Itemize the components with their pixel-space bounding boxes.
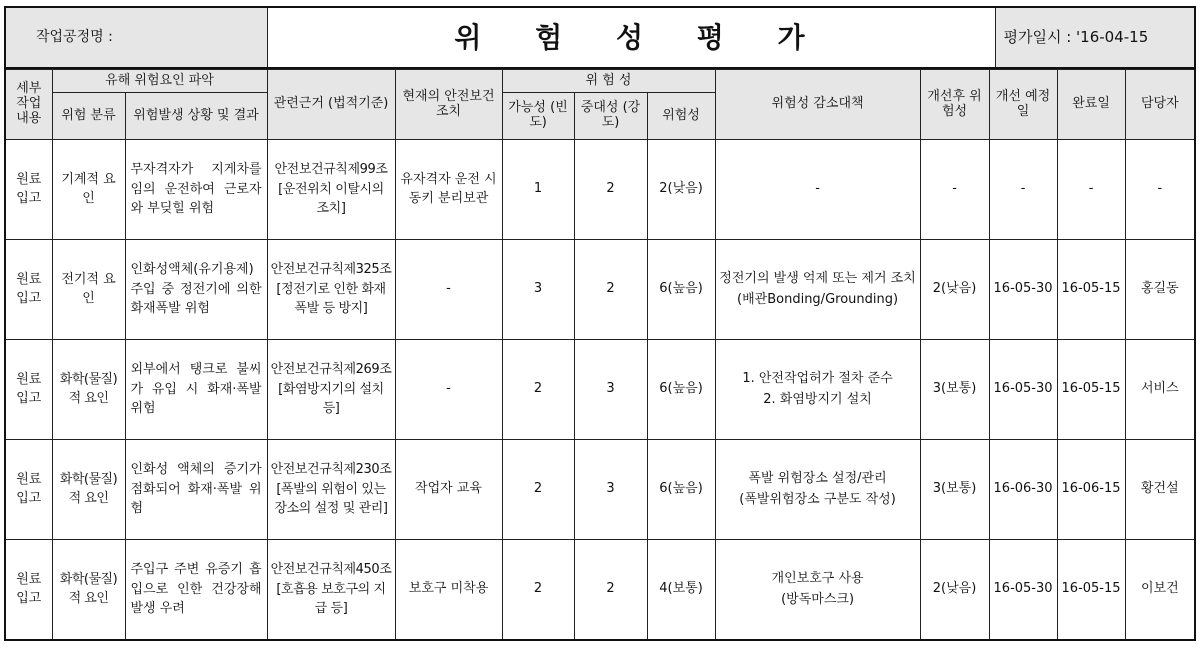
cell-after-risk: 2(낮음) bbox=[920, 240, 989, 340]
col-severity: 중대성 (강도) bbox=[574, 93, 647, 140]
cell-class: 화학(물질)적 요인 bbox=[52, 440, 125, 540]
col-hazard-group: 유해 위험요인 파악 bbox=[52, 70, 267, 93]
cell-reduction bbox=[715, 340, 920, 440]
cell-current: 유자격자 운전 시동키 분리보관 bbox=[395, 140, 502, 240]
basis-rule: 안전보건규칙제450조 bbox=[270, 562, 392, 578]
col-basis: 관련근거 (법적기준) bbox=[267, 70, 395, 140]
cell-manager: 황건설 bbox=[1125, 440, 1195, 540]
cell-completed: 16-05-15 bbox=[1057, 240, 1125, 340]
reduction-line-1: - bbox=[815, 181, 820, 197]
cell-likelihood: 2 bbox=[502, 340, 574, 440]
basis-title: [운전위치 이탈시의 조치] bbox=[278, 181, 384, 217]
cell-basis bbox=[267, 240, 395, 340]
basis-title: [폭발의 위험이 있는 장소의 설정 및 관리] bbox=[274, 481, 388, 517]
reduction-line-2: (배관Bonding/Grounding) bbox=[737, 291, 899, 307]
cell-risk: 2(낮음) bbox=[647, 140, 715, 240]
cell-severity: 2 bbox=[574, 540, 647, 641]
risk-table bbox=[4, 69, 1196, 641]
cell-situation: 인화성액체(유기용제) 주입 중 정전기에 의한 화재폭발 위험 bbox=[125, 240, 267, 340]
cell-severity: 2 bbox=[574, 240, 647, 340]
basis-rule: 안전보건규칙제269조 bbox=[270, 362, 392, 378]
col-planned-date: 개선 예정일 bbox=[989, 70, 1057, 140]
table-row bbox=[5, 440, 1195, 540]
cell-reduction bbox=[715, 540, 920, 641]
cell-class: 전기적 요인 bbox=[52, 240, 125, 340]
cell-risk: 4(보통) bbox=[647, 540, 715, 641]
cell-situation: 인화성 액체의 증기가 점화되어 화재·폭발 위험 bbox=[125, 440, 267, 540]
cell-reduction bbox=[715, 240, 920, 340]
table-row bbox=[5, 140, 1195, 240]
cell-after-risk: 2(낮음) bbox=[920, 540, 989, 641]
cell-situation: 주입구 주변 유증기 흡입으로 인한 건강장해 발생 우려 bbox=[125, 540, 267, 641]
cell-planned: 16-06-30 bbox=[989, 440, 1057, 540]
basis-rule: 안전보건규칙제99조 bbox=[274, 162, 388, 178]
basis-title: [호흡용 보호구의 지급 등] bbox=[276, 581, 386, 617]
cell-current: - bbox=[395, 340, 502, 440]
cell-likelihood: 2 bbox=[502, 440, 574, 540]
basis-title: [정전기로 인한 화재 폭발 등 방지] bbox=[276, 281, 386, 317]
col-risk: 위험성 bbox=[647, 93, 715, 140]
basis-title: [화염방지기의 설치 등] bbox=[278, 381, 384, 417]
col-detail-work: 세부 작업 내용 bbox=[5, 70, 52, 140]
cell-basis bbox=[267, 140, 395, 240]
cell-class: 화학(물질)적 요인 bbox=[52, 340, 125, 440]
assessment-date: 평가일시 : '16-04-15 bbox=[995, 7, 1195, 68]
cell-current: - bbox=[395, 240, 502, 340]
col-risk-group: 위 험 성 bbox=[502, 70, 715, 93]
cell-risk: 6(높음) bbox=[647, 440, 715, 540]
col-completed-date: 완료일 bbox=[1057, 70, 1125, 140]
col-current-measures: 현재의 안전보건조치 bbox=[395, 70, 502, 140]
cell-basis bbox=[267, 440, 395, 540]
cell-current: 보호구 미착용 bbox=[395, 540, 502, 641]
cell-completed: - bbox=[1057, 140, 1125, 240]
cell-manager: 서비스 bbox=[1125, 340, 1195, 440]
cell-situation: 외부에서 탱크로 불씨가 유입 시 화재·폭발 위험 bbox=[125, 340, 267, 440]
cell-after-risk: 3(보통) bbox=[920, 440, 989, 540]
cell-risk: 6(높음) bbox=[647, 240, 715, 340]
cell-work: 원료 입고 bbox=[5, 340, 52, 440]
cell-class: 기계적 요인 bbox=[52, 140, 125, 240]
cell-severity: 3 bbox=[574, 340, 647, 440]
cell-situation: 무자격자가 지게차를 임의 운전하여 근로자와 부딪힐 위험 bbox=[125, 140, 267, 240]
cell-reduction bbox=[715, 440, 920, 540]
table-row bbox=[5, 540, 1195, 641]
reduction-line-1: 정전기의 발생 억제 또는 제거 조치 bbox=[719, 270, 916, 286]
cell-basis bbox=[267, 540, 395, 641]
reduction-line-1: 1. 안전작업허가 절차 준수 bbox=[742, 370, 893, 386]
col-hazard-class: 위험 분류 bbox=[52, 93, 125, 140]
cell-severity: 3 bbox=[574, 440, 647, 540]
cell-manager: 홍길동 bbox=[1125, 240, 1195, 340]
risk-assessment-sheet bbox=[4, 6, 1194, 644]
page-title: 위 험 성 평 가 bbox=[267, 7, 995, 68]
cell-manager: - bbox=[1125, 140, 1195, 240]
cell-planned: 16-05-30 bbox=[989, 540, 1057, 641]
cell-reduction bbox=[715, 140, 920, 240]
reduction-line-2: (폭발위험장소 구분도 작성) bbox=[739, 491, 896, 507]
cell-work: 원료 입고 bbox=[5, 140, 52, 240]
cell-class: 화학(물질)적 요인 bbox=[52, 540, 125, 641]
cell-after-risk: 3(보통) bbox=[920, 340, 989, 440]
cell-work: 원료 입고 bbox=[5, 440, 52, 540]
cell-risk: 6(높음) bbox=[647, 340, 715, 440]
table-row bbox=[5, 340, 1195, 440]
cell-basis bbox=[267, 340, 395, 440]
header-table bbox=[4, 6, 1196, 69]
reduction-line-2: 2. 화염방지기 설치 bbox=[763, 391, 872, 407]
col-manager: 담당자 bbox=[1125, 70, 1195, 140]
header-row-1 bbox=[5, 70, 1195, 93]
cell-likelihood: 3 bbox=[502, 240, 574, 340]
reduction-line-1: 폭발 위험장소 설정/관리 bbox=[748, 470, 887, 486]
cell-after-risk: - bbox=[920, 140, 989, 240]
cell-work: 원료 입고 bbox=[5, 540, 52, 641]
cell-completed: 16-05-15 bbox=[1057, 340, 1125, 440]
table-row bbox=[5, 240, 1195, 340]
basis-rule: 안전보건규칙제325조 bbox=[270, 262, 392, 278]
cell-severity: 2 bbox=[574, 140, 647, 240]
col-likelihood: 가능성 (빈도) bbox=[502, 93, 574, 140]
cell-completed: 16-05-15 bbox=[1057, 540, 1125, 641]
reduction-line-1: 개인보호구 사용 bbox=[771, 570, 864, 586]
cell-planned: 16-05-30 bbox=[989, 240, 1057, 340]
basis-rule: 안전보건규칙제230조 bbox=[270, 462, 392, 478]
cell-planned: - bbox=[989, 140, 1057, 240]
cell-work: 원료 입고 bbox=[5, 240, 52, 340]
col-reduction: 위험성 감소대책 bbox=[715, 70, 920, 140]
reduction-line-2: (방독마스크) bbox=[781, 591, 855, 607]
cell-likelihood: 1 bbox=[502, 140, 574, 240]
col-hazard-situation: 위험발생 상황 및 결과 bbox=[125, 93, 267, 140]
cell-current: 작업자 교육 bbox=[395, 440, 502, 540]
cell-likelihood: 2 bbox=[502, 540, 574, 641]
col-after-risk: 개선후 위험성 bbox=[920, 70, 989, 140]
cell-planned: 16-05-30 bbox=[989, 340, 1057, 440]
cell-completed: 16-06-15 bbox=[1057, 440, 1125, 540]
cell-manager: 이보건 bbox=[1125, 540, 1195, 641]
process-name-label: 작업공정명 : bbox=[5, 7, 267, 68]
